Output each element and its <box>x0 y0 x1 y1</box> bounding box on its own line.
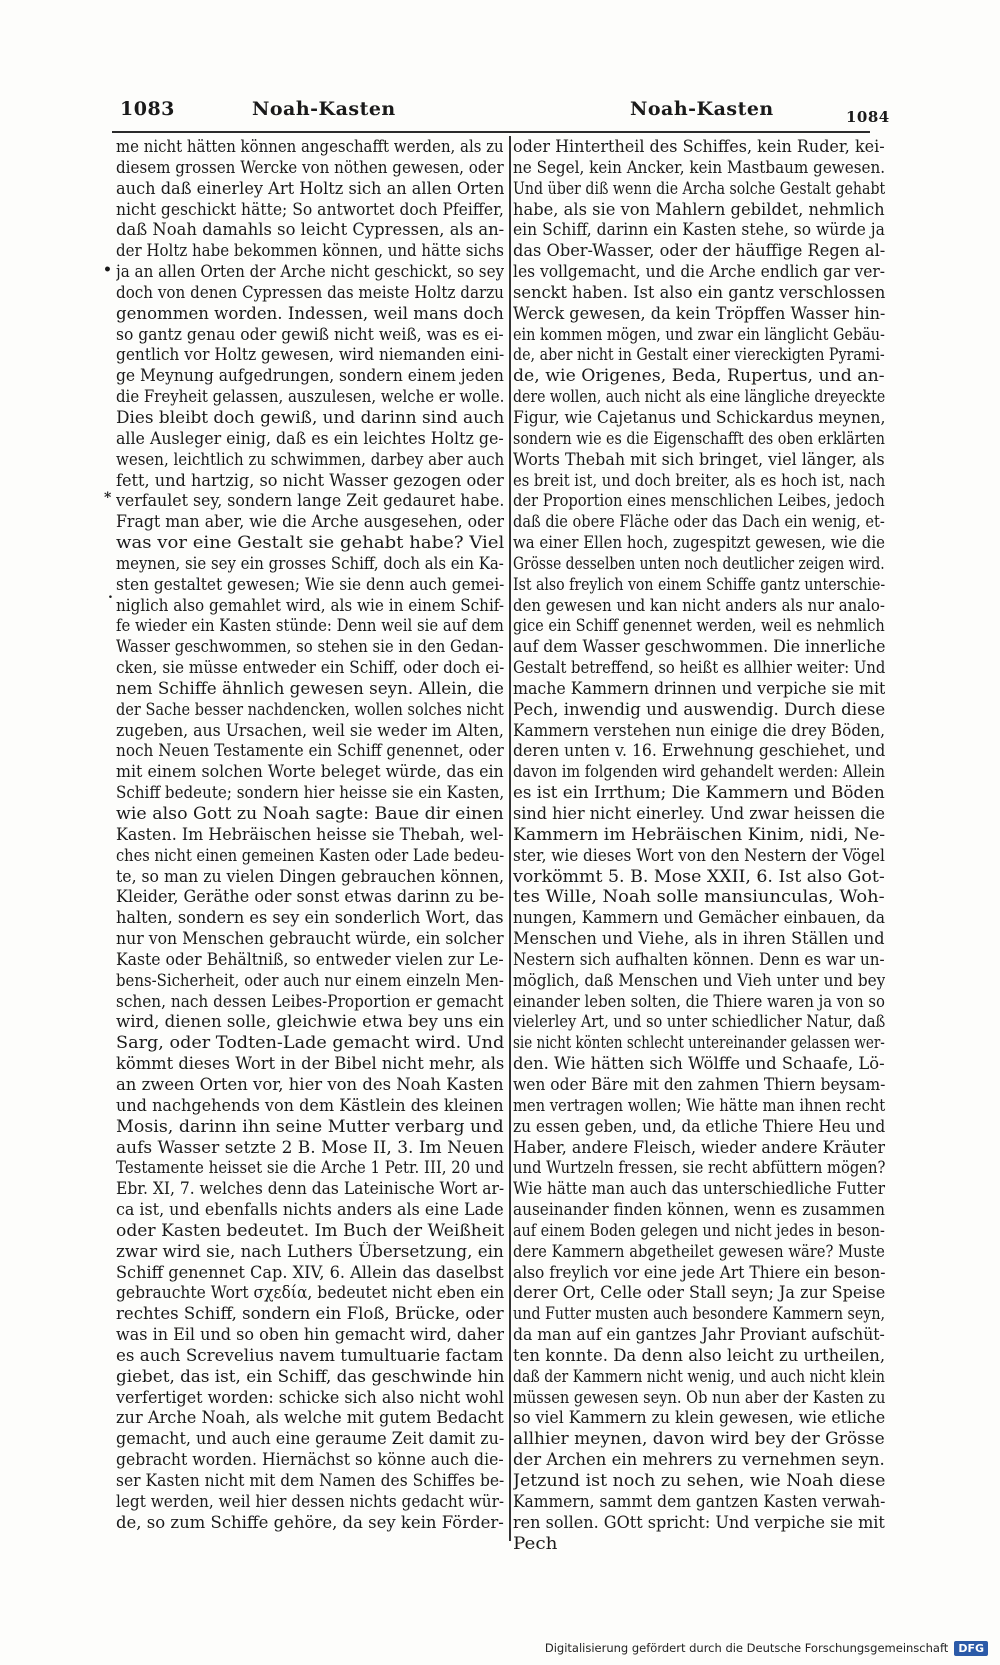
text-line: Wie hätte man auch das unterschiedliche Futter <box>513 1179 885 1199</box>
text-line: wesen, leichtlich zu schwimmen, darbey aber auch <box>116 449 504 469</box>
text-line: auch daß einerley Art Holtz sich an allen Orten <box>116 178 504 198</box>
text-line: Kleider, Geräthe oder sonst etwas darinn zu be- <box>116 887 504 907</box>
text-line: Mosis, darinn ihn seine Mutter verbarg und <box>116 1116 504 1136</box>
text-line: ein kommen mögen, und zwar ein länglicht Gebäu- <box>513 324 885 344</box>
text-line: aufs Wasser setzte 2 B. Mose II, 3. Im Neuen <box>116 1137 504 1157</box>
running-head-left: Noah-Kasten <box>252 98 396 120</box>
text-line: derer Ort, Celle oder Stall seyn; Ja zur Speise <box>513 1283 885 1303</box>
text-line: oder Kasten bedeutet. Im Buch der Weißheit <box>116 1220 504 1240</box>
text-line: Jetzund ist noch zu sehen, wie Noah diese <box>513 1471 885 1490</box>
text-line: allhier meynen, davon wird bey der Grösse <box>513 1429 885 1449</box>
text-line: oder Hintertheil des Schiffes, kein Ruder, kei- <box>513 137 885 156</box>
text-line: ster, wie dieses Wort von den Nestern der Vögel <box>513 845 885 865</box>
text-line: wen oder Bäre mit den zahmen Thiern beysam- <box>513 1074 885 1094</box>
text-line: zwar wird sie, nach Luthers Übersetzung, ein <box>116 1241 504 1261</box>
text-line: ca ist, und ebenfalls nichts anders als eine Lade <box>116 1200 504 1220</box>
text-line: giebet, das ist, ein Schiff, das geschwinde hin <box>116 1366 504 1386</box>
text-line: auf dem Wasser geschwommen. Die innerliche <box>513 637 885 657</box>
text-line: mache Kammern drinnen und verpiche sie mit <box>513 678 885 698</box>
text-line: ches nicht einen gemeinen Kasten oder Lade bedeu- <box>116 845 504 865</box>
text-line: verfertiget worden: schicke sich also nicht wohl <box>116 1387 504 1407</box>
text-line: ser Kasten nicht mit dem Namen des Schiffes be- <box>116 1471 504 1490</box>
text-line: ten konnte. Da denn also leicht zu urtheilen, <box>513 1345 885 1365</box>
text-line: und Futter musten auch besondere Kammern seyn, <box>513 1304 885 1324</box>
text-line: Kammern verstehen nun einige die drey Böden, <box>513 720 885 740</box>
text-line: an zween Orten vor, hier von des Noah Kasten <box>116 1074 504 1094</box>
text-line: Sarg, oder Todten-Lade gemacht wird. Und <box>116 1033 504 1053</box>
text-line: Kaste oder Behältniß, so entweder vielen zur Le- <box>116 949 504 969</box>
text-line: noch Neuen Testamente ein Schiff genennet, oder <box>116 741 504 761</box>
text-line: nicht geschickt hätte; So antwortet doch Pfeiffer, <box>116 199 504 219</box>
text-line: wird, dienen solle, gleichwie etwa bey uns ein <box>116 1012 504 1032</box>
text-line: gebrauchte Wort σχεδία, bedeutet nicht eben ein <box>116 1283 504 1303</box>
text-line: alle Ausleger einig, daß es ein leichtes Holtz ge- <box>116 428 504 448</box>
text-line: der Archen ein mehrers zu vernehmen seyn. <box>513 1450 885 1470</box>
text-line: diesem grossen Wercke von nöthen gewesen, oder <box>116 157 504 177</box>
text-line: nur von Menschen gebraucht würde, ein solcher <box>116 929 504 949</box>
page-number-left: 1083 <box>120 98 175 120</box>
text-line: schen, nach dessen Leibes-Proportion er gemacht <box>116 991 504 1011</box>
text-line: vorkömmt 5. B. Mose XXII, 6. Ist also Got- <box>513 866 885 886</box>
text-line: kömmt dieses Wort in der Bibel nicht mehr, als <box>116 1054 504 1074</box>
text-line: Grösse desselben unten noch deutlicher zeigen wird. <box>513 553 885 573</box>
text-line: davon im folgenden wird gehandelt werden: Allein <box>513 762 885 782</box>
text-line: daß Noah damahls so leicht Cypressen, als an- <box>116 220 504 240</box>
text-line: de, aber nicht in Gestalt einer viereckigten Pyrami- <box>513 345 885 365</box>
text-line: Figur, wie Cajetanus und Schickardus meynen, <box>513 407 885 427</box>
text-line: Menschen und Viehe, als in ihren Ställen und <box>513 929 885 949</box>
text-line: Worts Thebah mit sich bringet, viel länger, als <box>513 449 885 469</box>
text-line: sie nicht könten schlecht untereinander gelassen wer- <box>513 1033 885 1053</box>
text-line: rechtes Schiff, sondern ein Floß, Brücke, oder <box>116 1304 504 1324</box>
text-line: der Proportion eines menschlichen Leibes, jedoch <box>513 491 885 511</box>
text-line: gebracht worden. Hiernächst so könne auch die- <box>116 1450 504 1470</box>
text-line: ne Segel, kein Ancker, kein Mastbaum gewesen. <box>513 157 885 177</box>
text-line: Kammern, sammt dem gantzen Kasten verwah- <box>513 1491 885 1511</box>
text-line: es auch Screvelius navem tumultuarie factam <box>116 1345 504 1365</box>
text-line: und Wurtzeln fressen, sie recht abfüttern mögen? <box>513 1158 885 1178</box>
text-line: ge Meynung aufgedrungen, sondern einem jeden <box>116 366 504 386</box>
text-line: legt werden, weil hier dessen nichts gedacht wür- <box>116 1491 504 1511</box>
text-line: ren sollen. GOtt spricht: Und verpiche sie mit <box>513 1512 885 1532</box>
text-line: möglich, daß Menschen und Vieh unter und bey <box>513 970 885 990</box>
text-line: gentlich vor Holtz gewesen, wird niemanden eini- <box>116 345 504 365</box>
text-line: zugeben, aus Ursachen, weil sie weder im Alten, <box>116 720 504 740</box>
page-number-right: 1084 <box>846 108 890 126</box>
text-line: deren unten v. 16. Erwehnung geschiehet, und <box>513 741 885 761</box>
margin-mark: • <box>103 262 112 278</box>
left-text-column <box>116 137 504 1534</box>
text-line: zu essen geben, und, da etliche Thiere Heu und <box>513 1116 885 1136</box>
text-line: men vertragen wollen; Wie hätte man ihnen recht <box>513 1095 885 1115</box>
text-line: Werck gewesen, da kein Tröpffen Wasser hin- <box>513 303 885 323</box>
text-line: müssen gewesen seyn. Ob nun aber der Kasten zu <box>513 1387 885 1407</box>
text-line: habe, als sie von Mahlern gebildet, nehmlich <box>513 199 885 219</box>
text-line: sten gestaltet gewesen; Wie sie denn auch gemei- <box>116 574 504 594</box>
text-line: der Sache besser nachdencken, wollen solches nicht <box>116 699 504 719</box>
text-line: bens-Sicherheit, oder auch nur einem einzeln Men- <box>116 970 504 990</box>
text-line: Kammern im Hebräischen Kinim, nidi, Ne- <box>513 824 885 844</box>
text-line: halten, sondern es sey ein sonderlich Wort, das <box>116 908 504 928</box>
text-line: doch von denen Cypressen das meiste Holtz darzu <box>116 282 504 302</box>
text-line: gemacht, und auch eine geraume Zeit damit zu- <box>116 1429 504 1449</box>
text-line: also freylich vor eine jede Art Thiere ein beson- <box>513 1262 885 1282</box>
text-line: vielerley Art, und so unter schiedlicher Natur, daß <box>513 1012 885 1032</box>
text-line: meynen, sie sey ein grosses Schiff, doch als ein Ka- <box>116 553 504 573</box>
text-line: Ebr. XI, 7. welches denn das Lateinische Wort ar- <box>116 1179 504 1199</box>
text-line: es ist ein Irrthum; Die Kammern und Böden <box>513 783 885 803</box>
text-line: Testamente heisset sie die Arche 1 Petr. III, 20 und <box>116 1158 504 1178</box>
text-line: den. Wie hätten sich Wölffe und Schaafe, Lö- <box>513 1054 885 1074</box>
text-line: Und über diß wenn die Archa solche Gestalt gehabt <box>513 178 885 198</box>
header-rule <box>112 131 870 133</box>
text-line: ein Schiff, darinn ein Kasten stehe, so würde ja <box>513 220 885 240</box>
text-line: Schiff bedeute; sondern hier heisse sie ein Kasten, <box>116 783 504 803</box>
right-text-column <box>513 137 885 1554</box>
text-line: gice ein Schiff genennet werden, weil es nehmlich <box>513 616 885 636</box>
text-line: auseinander finden können, wenn es zusammen <box>513 1200 885 1220</box>
text-line: Schiff genennet Cap. XIV, 6. Allein das daselbst <box>116 1262 504 1282</box>
digitization-footer <box>545 1637 988 1659</box>
text-line: der Holtz habe bekommen können, und hätte sichs <box>116 241 504 261</box>
text-line: ja an allen Orten der Arche nicht geschickt, so sey <box>116 262 504 282</box>
text-line: Pech <box>513 1533 558 1553</box>
text-line: senckt haben. Ist also ein gantz verschlossen <box>513 282 885 302</box>
text-line: de, wie Origenes, Beda, Rupertus, und an- <box>513 366 885 386</box>
text-line: Ist also freylich von einem Schiffe gantz unterschie- <box>513 574 885 594</box>
footer-credit: Digitalisierung gefördert durch die Deutsche Forschungsgemeinschaft <box>544 1641 949 1655</box>
text-line: Haber, andere Fleisch, wieder andere Kräuter <box>513 1137 885 1157</box>
text-line: niglich also gemahlet wird, als wie in einem Schif- <box>116 595 504 615</box>
text-line: Fragt man aber, wie die Arche ausgesehen, oder <box>116 512 504 532</box>
text-line: die Freyheit gelassen, auszulesen, welche er wolle. <box>116 387 504 407</box>
text-line: auf einem Boden gelegen und nicht jedes in beson- <box>513 1220 885 1240</box>
text-line: was vor eine Gestalt sie gehabt habe? Viel <box>116 533 504 553</box>
text-line: Dies bleibt doch gewiß, und darinn sind auch <box>116 407 504 427</box>
text-line: dere Kammern abgetheilet gewesen wäre? Muste <box>513 1241 885 1261</box>
text-line: te, so man zu vielen Dingen gebrauchen können, <box>116 866 504 886</box>
text-line: da man auf ein gantzes Jahr Proviant aufschüt- <box>513 1325 885 1345</box>
text-line: Nestern sich aufhalten können. Denn es war un- <box>513 949 885 969</box>
text-line: und nachgehends von dem Kästlein des kleinen <box>116 1095 504 1115</box>
text-line: wa einer Ellen hoch, zugespitzt gewesen, wie die <box>513 533 885 553</box>
text-line: was in Eil und so oben hin gemacht wird, daher <box>116 1325 504 1345</box>
text-line: dere wollen, auch nicht als eine längliche dreyeckte <box>513 387 885 407</box>
text-line: de, so zum Schiffe gehöre, da sey kein Förder- <box>116 1512 504 1532</box>
text-line: es breit ist, und doch breiter, als es hoch ist, nach <box>513 470 885 490</box>
text-line: das Ober-Wasser, oder der häuffige Regen al- <box>513 241 885 261</box>
text-line: so gantz genau oder gewiß nicht weiß, was es ei- <box>116 324 504 344</box>
text-line: sondern wie es die Eigenschafft des oben erklärten <box>513 428 885 448</box>
margin-mark: * <box>104 490 112 506</box>
text-line: einander leben solten, die Thiere waren ja von so <box>513 991 885 1011</box>
text-line: sind hier nicht einerley. Und zwar heissen die <box>513 804 885 823</box>
column-divider <box>509 136 511 1541</box>
text-line: me nicht hätten können angeschafft werden, als zu <box>116 137 504 156</box>
text-line: zur Arche Noah, als welche mit gutem Bedacht <box>116 1408 504 1428</box>
text-line: wie also Gott zu Noah sagte: Baue dir einen <box>116 804 504 823</box>
text-line: cken, sie müsse entweder ein Schiff, oder doch ei- <box>116 658 504 678</box>
text-line: les vollgemacht, und die Arche endlich gar ver- <box>513 262 885 282</box>
text-line: verfaulet sey, sondern lange Zeit gedauret habe. <box>116 491 504 511</box>
text-line: nem Schiffe ähnlich gewesen seyn. Allein, die <box>116 678 504 698</box>
text-line: so viel Kammern zu klein gewesen, wie etliche <box>513 1408 885 1428</box>
margin-mark: . <box>108 586 113 602</box>
text-line: Pech, inwendig und auswendig. Durch diese <box>513 699 885 719</box>
text-line: Wasser geschwommen, so stehen sie in den Gedan- <box>116 637 504 657</box>
text-line: daß die obere Fläche oder das Dach ein wenig, et- <box>513 512 885 532</box>
text-line: den gewesen und kan nicht anders als nur analo- <box>513 595 885 615</box>
text-line: daß der Kammern nicht wenig, und auch nicht klein <box>513 1366 885 1386</box>
text-line: Kasten. Im Hebräischen heisse sie Thebah, wel- <box>116 824 504 844</box>
text-line: mit einem solchen Worte beleget würde, das ein <box>116 762 504 782</box>
text-line: tes Wille, Noah solle mansiunculas, Woh- <box>513 887 885 907</box>
text-line: fe wieder ein Kasten stünde: Denn weil sie auf dem <box>116 616 504 636</box>
running-head-right: Noah-Kasten <box>630 98 774 120</box>
text-line: genommen worden. Indessen, weil mans doch <box>116 303 504 323</box>
text-line: Gestalt betreffend, so heißt es allhier weiter: Und <box>513 658 885 678</box>
text-line: fett, und hartzig, so nicht Wasser gezogen oder <box>116 470 504 490</box>
text-line: nungen, Kammern und Gemächer einbauen, da <box>513 908 885 928</box>
dfg-logo: DFG <box>954 1641 988 1656</box>
